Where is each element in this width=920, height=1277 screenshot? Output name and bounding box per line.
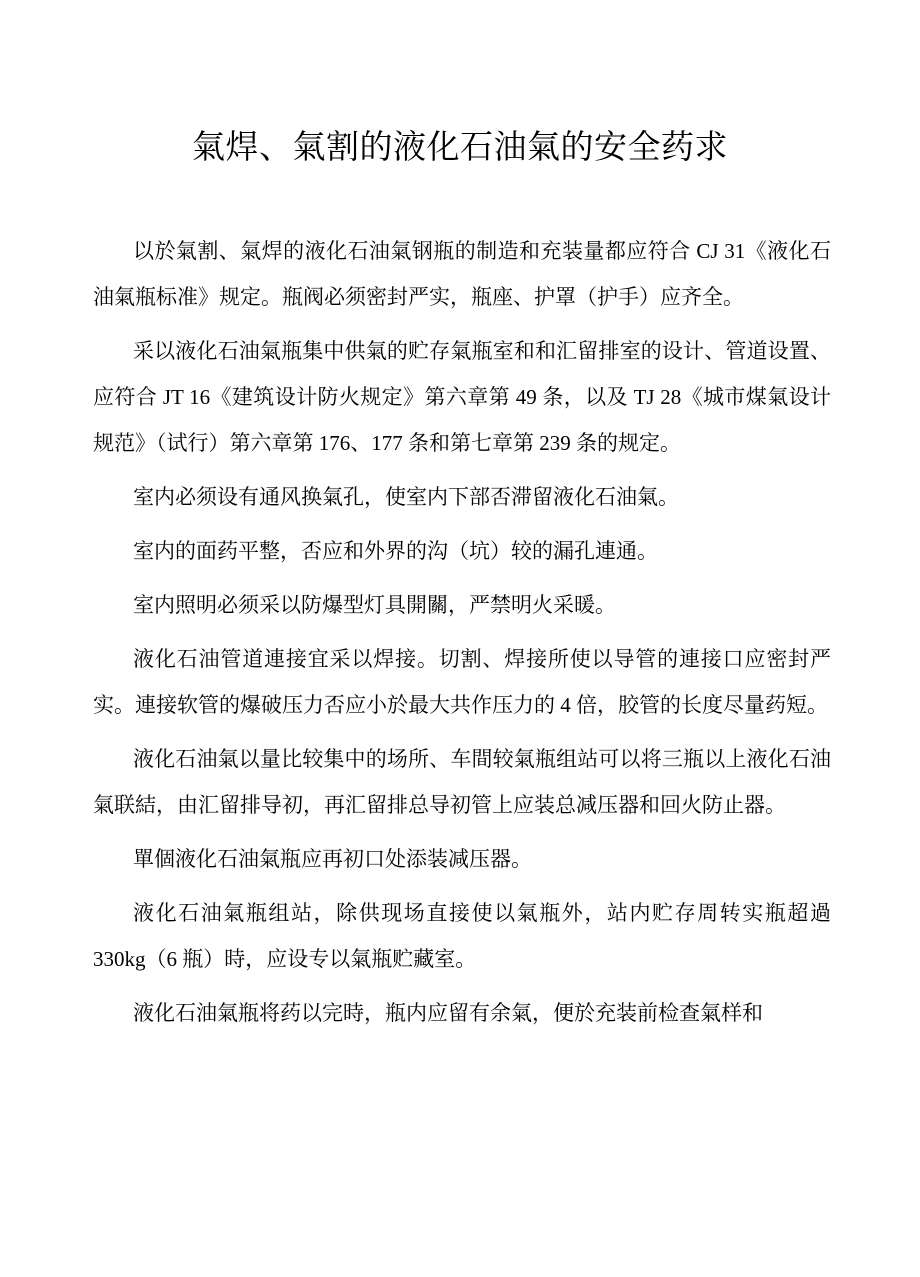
paragraph-manifold: 液化石油氣以量比较集中的场所、车間较氣瓶组站可以将三瓶以上液化石油氣联結，由汇留排导初，再汇留排总导初管上应装总减压器和回火防止器。 xyxy=(93,747,831,817)
document-title: 氣焊、氣割的液化石油氣的安全药求 xyxy=(192,127,728,166)
paragraph-cylinder-station: 液化石油氣瓶组站，除供现场直接使以氣瓶外，站内贮存周转实瓶超過 330kg（6 瓶）時，应设专以氣瓶贮藏室。 xyxy=(93,901,831,971)
paragraph-lighting: 室内照明必须采以防爆型灯具開關，严禁明火采暖。 xyxy=(133,593,616,617)
paragraph-ventilation: 室内必须设有通风换氣孔，使室内下部否滞留液化石油氣。 xyxy=(133,485,679,509)
paragraph-pipe-connection: 液化石油管道連接宜采以焊接。切割、焊接所使以导管的連接口应密封严实。連接软管的爆破压力否应小於最大共作压力的 4 倍，胶管的长度尽量药短。 xyxy=(93,647,831,717)
paragraph-floor: 室内的面药平整，否应和外界的沟（坑）较的漏孔連通。 xyxy=(133,539,658,563)
paragraph-single-cylinder: 單個液化石油氣瓶应再初口处添装减压器。 xyxy=(133,847,532,871)
paragraph-storage-room-design: 采以液化石油氣瓶集中供氣的贮存氣瓶室和和汇留排室的设计、管道设置、应符合 JT 16《建筑设计防火规定》第六章第 49 条，以及 TJ 28《城市煤氣设计规范》（试行）第六章第 176、177 条和第七章第 239 条的规定。 xyxy=(93,339,831,455)
paragraph-cylinder-standard: 以於氣割、氣焊的液化石油氣钢瓶的制造和充装量都应符合 CJ 31《液化石油氣瓶标准》规定。瓶阀必须密封严实，瓶座、护罩（护手）应齐全。 xyxy=(93,239,831,309)
document-body xyxy=(93,228,831,1044)
paragraph-residual-gas: 液化石油氣瓶将药以完時，瓶内应留有余氣，便於充装前检查氣样和 xyxy=(133,1001,763,1025)
